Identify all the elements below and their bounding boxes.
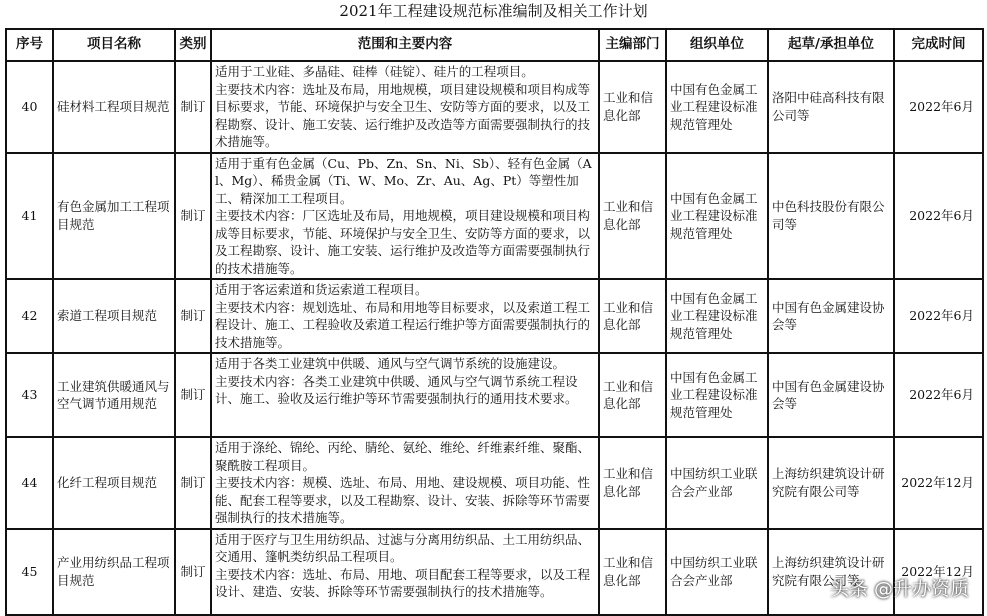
row-number: 45 — [6, 529, 53, 615]
table-row — [6, 61, 983, 153]
row-number: 43 — [6, 353, 53, 437]
header-row — [6, 29, 983, 61]
editing-department: 工业和信息化部 — [599, 529, 666, 615]
scope-content: 适用于医疗与卫生用纺织品、过滤与分离用纺织品、土工用纺织品、交通用、篷帆类纺织品工程项目。 主要技术内容：选址、布局、用地、项目配套工程等要求，以及工程设计、建造、安装、拆除等环节需要强制执行的技术措施等。 — [211, 529, 599, 615]
completion-date: 2022年6月 — [894, 353, 983, 437]
table-row — [6, 529, 983, 615]
header-dept: 主编部门 — [599, 29, 666, 61]
category: 制订 — [175, 61, 211, 153]
category: 制订 — [175, 437, 211, 529]
header-date: 完成时间 — [894, 29, 983, 61]
scope-content: 适用于工业硅、多晶硅、硅棒（硅锭）、硅片的工程项目。 主要技术内容：选址及布局，用地规模，项目建设规模和项目构成等目标要求，节能、环境保护与安全卫生、安防等方面的要求，以及工程勘察、设计、施工安装、运行维护及改造等方面需要强制执行的技术措施等。 — [211, 61, 599, 153]
project-name: 硅材料工程项目规范 — [53, 61, 175, 153]
table-row — [6, 153, 983, 280]
drafting-unit: 中色科技股份有限公司等 — [768, 153, 894, 280]
editing-department: 工业和信息化部 — [599, 353, 666, 437]
scope-content: 适用于重有色金属（Cu、Pb、Zn、Sn、Ni、Sb）、轻有色金属（Al、Mg）、稀贵金属（Ti、W、Mo、Zr、Au、Ag、Pt）等塑性加工、精深加工工程项目。 主要技术内容：厂区选址及布局，用地规模，项目建设规模和项目构成等目标要求，节能、环境保护与安全卫生、安防等方面的要求，以及工程勘察、设计、施工安装、运行维护及改造等方面需要强制执行的技术措施等。 — [211, 153, 599, 280]
header-scope: 范围和主要内容 — [211, 29, 599, 61]
project-name: 产业用纺织品工程项目规范 — [53, 529, 175, 615]
table-row — [6, 279, 983, 353]
table-row — [6, 437, 983, 529]
completion-date: 2022年12月 — [894, 437, 983, 529]
header-no: 序号 — [6, 29, 53, 61]
row-number: 44 — [6, 437, 53, 529]
completion-date: 2022年6月 — [894, 61, 983, 153]
editing-department: 工业和信息化部 — [599, 61, 666, 153]
row-number: 42 — [6, 279, 53, 353]
project-name: 索道工程项目规范 — [53, 279, 175, 353]
organizing-unit: 中国纺织工业联合会产业部 — [666, 529, 768, 615]
scope-content: 适用于各类工业建筑中供暖、通风与空气调节系统的设施建设。 主要技术内容：各类工业建筑中供暖、通风与空气调节系统工程设计、施工、验收及运行维护等环节需要强制执行的通用技术要求。 — [211, 353, 599, 437]
category: 制订 — [175, 353, 211, 437]
project-name: 有色金属加工工程项目规范 — [53, 153, 175, 280]
organizing-unit: 中国有色金属工业工程建设标准规范管理处 — [666, 279, 768, 353]
completion-date: 2022年6月 — [894, 279, 983, 353]
header-drafter: 起草/承担单位 — [768, 29, 894, 61]
organizing-unit: 中国有色金属工业工程建设标准规范管理处 — [666, 61, 768, 153]
category: 制订 — [175, 529, 211, 615]
drafting-unit: 洛阳中硅高科技有限公司等 — [768, 61, 894, 153]
row-number: 40 — [6, 61, 53, 153]
row-number: 41 — [6, 153, 53, 280]
completion-date: 2022年6月 — [894, 153, 983, 280]
drafting-unit: 上海纺织建筑设计研究院有限公司等 — [768, 529, 894, 615]
plan-table — [5, 28, 984, 616]
header-name: 项目名称 — [53, 29, 175, 61]
scope-content: 适用于客运索道和货运索道工程项目。 主要技术内容：规划选址、布局和用地等目标要求，以及索道工程工程设计、施工、工程验收及索道工程运行维护等方面需要强制执行的技术措施等。 — [211, 279, 599, 353]
category: 制订 — [175, 153, 211, 280]
drafting-unit: 上海纺织建筑设计研究院有限公司等 — [768, 437, 894, 529]
table-row — [6, 353, 983, 437]
editing-department: 工业和信息化部 — [599, 437, 666, 529]
scope-content: 适用于涤纶、锦纶、丙纶、腈纶、氨纶、维纶、纤维素纤维、聚酯、聚酰胺工程项目。 主要技术内容：规模、选址、布局、用地、建设规模、项目功能、性能、配套工程等要求，以及工程勘察、设计、安装、拆除等环节需要强制执行的技术措施等。 — [211, 437, 599, 529]
drafting-unit: 中国有色金属建设协会等 — [768, 353, 894, 437]
watermark: 头条 @升办资质 — [829, 578, 969, 600]
editing-department: 工业和信息化部 — [599, 153, 666, 280]
organizing-unit: 中国纺织工业联合会产业部 — [666, 437, 768, 529]
category: 制订 — [175, 279, 211, 353]
document-title: 2021年工程建设规范标准编制及相关工作计划 — [339, 2, 648, 20]
header-org: 组织单位 — [666, 29, 768, 61]
drafting-unit: 中国有色金属建设协会等 — [768, 279, 894, 353]
organizing-unit: 中国有色金属工业工程建设标准规范管理处 — [666, 153, 768, 280]
completion-date: 2022年12月 — [894, 529, 983, 615]
project-name: 化纤工程项目规范 — [53, 437, 175, 529]
header-type: 类别 — [175, 29, 211, 61]
organizing-unit: 中国有色金属工业工程建设标准规范管理处 — [666, 353, 768, 437]
project-name: 工业建筑供暖通风与空气调节通用规范 — [53, 353, 175, 437]
editing-department: 工业和信息化部 — [599, 279, 666, 353]
